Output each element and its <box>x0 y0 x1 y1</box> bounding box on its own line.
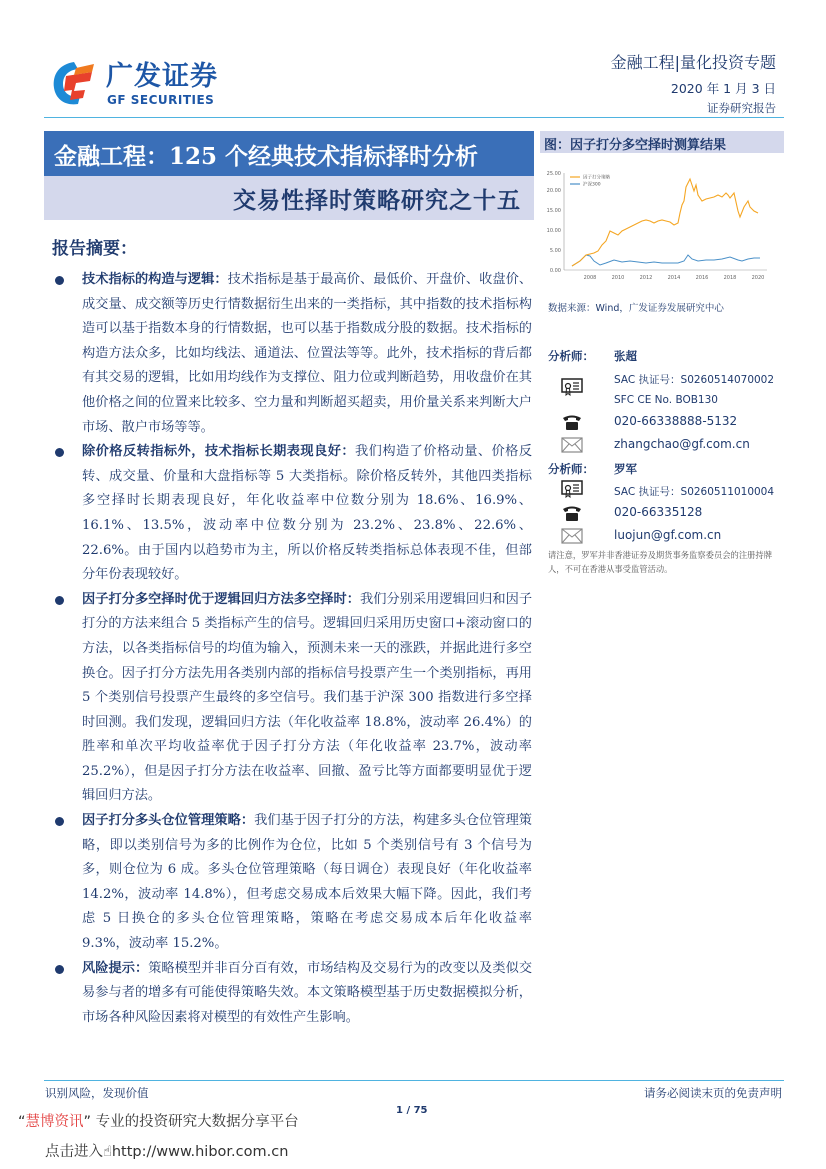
promo-tagline: 专业的投资研究大数据分享平台 <box>91 1114 299 1130</box>
bullet-text: 我们构造了价格动量、价格反转、成交量、价量和大盘指标等 5 大类指标。除价格反转外，其他四类指标多空择时长期表现良好，年化收益率中位数分别为 18.6%、16.9%、16.1%、13.5%，波动率中位数分别为 23.2%、23.8%、22.6%、22.6%。由于国内以趋势市为主，所以价格反转类指标总体表现不佳，但部分年份表现较好。 <box>82 444 533 583</box>
certificate-icon <box>561 378 583 396</box>
report-title: 金融工程：125 个经典技术指标择时分析 <box>54 143 479 170</box>
telephone-icon <box>561 504 583 522</box>
legend-strategy: 因子打分策略 <box>583 175 610 181</box>
svg-text:2020: 2020 <box>751 275 765 281</box>
analyst-phone: 020-66338888-5132 <box>614 414 738 428</box>
svg-text:2016: 2016 <box>695 275 709 281</box>
report-date: 2020 年 1 月 3 日 <box>670 81 776 96</box>
promo-url-link[interactable]: http://www.hibor.com.cn <box>111 1144 289 1160</box>
bullet-dot-icon <box>55 965 64 974</box>
footer-disclaimer: 请务必阅读末页的免责声明 <box>644 1086 782 1100</box>
summary-bullet <box>52 809 532 957</box>
summary-bullet <box>52 957 532 1031</box>
gf-securities-logo <box>52 60 222 108</box>
email-icon <box>561 527 583 545</box>
analyst-label: 分析师： <box>548 462 594 476</box>
bullet-lead: 风险提示： <box>82 960 149 976</box>
footer-divider <box>44 1080 784 1081</box>
svg-text:10.00: 10.00 <box>546 228 561 234</box>
header-divider <box>44 117 784 118</box>
svg-text:5.00: 5.00 <box>549 248 561 254</box>
email-icon <box>561 436 583 454</box>
summary-bullet <box>52 268 532 440</box>
bullet-dot-icon <box>55 817 64 826</box>
footer-slogan: 识别风险，发现价值 <box>45 1086 149 1100</box>
legend-hs300: 沪深300 <box>583 182 601 188</box>
svg-text:2012: 2012 <box>639 275 653 281</box>
certificate-icon <box>561 480 583 498</box>
bullet-text: 策略模型并非百分百有效，市场结构及交易行为的改变以及类似交易参与者的增多有可能使得策略失效。本文策略模型基于历史数据模拟分析，市场各种风险因素将对模型的有效性产生影响。 <box>82 960 533 1025</box>
bullet-dot-icon <box>55 596 64 605</box>
logo-chinese-name: 广发证券 <box>106 61 218 92</box>
promo-link-row <box>45 1140 288 1161</box>
gf-logo-icon <box>52 60 96 106</box>
promo-enter-label: 点击进入 <box>45 1144 103 1160</box>
summary-bullet <box>52 440 532 588</box>
bullet-lead: 技术指标的构造与逻辑： <box>82 272 228 287</box>
promo-brand: 慧博资讯 <box>25 1114 84 1130</box>
analyst-email[interactable]: luojun@gf.com.cn <box>614 528 722 542</box>
bullet-dot-icon <box>55 448 64 457</box>
analyst-phone: 020-66335128 <box>614 505 703 519</box>
regulatory-note: 请注意，罗军并非香港证券及期货事务监察委员会的注册持牌人，不可在香港从事受监管活动。 <box>548 550 773 574</box>
analyst-label: 分析师： <box>548 349 594 363</box>
quote-open: “ <box>18 1114 26 1130</box>
promo-banner <box>18 1110 299 1131</box>
hs300-series-line <box>572 255 760 266</box>
analyst-sac-number: SAC 执证号：S0260511010004 <box>614 486 775 498</box>
analyst-name: 张超 <box>614 349 637 363</box>
analyst-sfc-number: SFC CE No. BOB130 <box>614 394 718 406</box>
svg-text:0.00: 0.00 <box>549 268 561 274</box>
svg-text:2018: 2018 <box>723 275 737 281</box>
figure-title: 图：因子打分多空择时测算结果 <box>544 138 727 153</box>
bullet-dot-icon <box>55 276 64 285</box>
backtest-line-chart <box>542 165 772 285</box>
hand-pointer-icon: ☝ <box>103 1144 112 1160</box>
svg-text:2008: 2008 <box>583 275 597 281</box>
logo-english-name: GF SECURITIES <box>107 93 215 107</box>
summary-bullet <box>52 588 532 809</box>
quote-close: ” <box>83 1114 92 1130</box>
telephone-icon <box>561 413 583 431</box>
report-category: 金融工程|量化投资专题 <box>610 53 776 72</box>
bullet-lead: 因子打分多空择时优于逻辑回归方法多空择时： <box>82 591 360 607</box>
analyst-sac-number: SAC 执证号：S0260514070002 <box>614 374 775 386</box>
summary-bullets <box>52 268 532 1030</box>
bullet-lead: 除价格反转指标外，技术指标长期表现良好： <box>82 444 356 460</box>
y-axis-ticks <box>547 171 561 274</box>
svg-text:2010: 2010 <box>611 275 625 281</box>
figure-source: 数据来源：Wind，广发证券发展研究中心 <box>548 303 724 314</box>
summary-heading: 报告摘要： <box>52 239 137 259</box>
bullet-text: 我们基于因子打分的方法，构建多头仓位管理策略，即以类别信号为多的比例作为仓位，比如 5 个类别信号有 3 个信号为多，则仓位为 6 成。多头仓位管理策略（每日调仓）表现良好（年化收益率 14.2%，波动率 14.8%），但考虑交易成本后效果大幅下降。因此，我们考虑 5 日换仓的多头仓位管理策略，策略在考虑交易成本后年化收益率 9.3%，波动率 15.2%。 <box>82 813 532 952</box>
svg-text:25.00: 25.00 <box>546 171 561 177</box>
chart-legend <box>570 174 610 188</box>
svg-text:20.00: 20.00 <box>546 188 561 194</box>
page-number: 1 / 75 <box>396 1105 428 1116</box>
bullet-text: 技术指标是基于最高价、最低价、开盘价、收盘价、成交量、成交额等历史行情数据衍生出来的一类指标，其中指数的技术指标构造可以基于指数本身的行情数据，也可以基于指数成分股的数据。技术指标的构造方法众多，比如均线法、通道法、位置法等等。此外，技术指标的背后都有其交易的逻辑，比如用均线作为支撑位、阻力位或判断趋势，用收盘价在其他价格之间的位置来比较多、空力量和判断超买超卖，用价量关系来判断大户市场、散户市场等等。 <box>82 272 533 435</box>
svg-text:2014: 2014 <box>667 275 681 281</box>
svg-text:15.00: 15.00 <box>546 208 561 214</box>
factor-score-strategy-line <box>572 179 758 266</box>
report-type: 证券研究报告 <box>707 101 776 115</box>
chart-axes <box>564 173 767 270</box>
bullet-lead: 因子打分多头仓位管理策略： <box>82 813 255 829</box>
analyst-name: 罗军 <box>614 462 637 476</box>
analyst-email[interactable]: zhangchao@gf.com.cn <box>614 437 750 451</box>
report-subtitle: 交易性择时策略研究之十五 <box>233 187 521 214</box>
bullet-text: 我们分别采用逻辑回归和因子打分的方法来组合 5 类指标产生的信号。逻辑回归采用历史窗口+滚动窗口的方法，以各类指标信号的均值为输入，预测未来一天的涨跌，并据此进行多空换仓。因子打分方法先用各类别内部的指标信号投票产生一个类别指标，再用 5 个类别信号投票产生最终的多空信号。我们基于沪深 300 指数进行多空择时回测。我们发现，逻辑回归方法（年化收益率 18.8%，波动率 26.4%）的胜率和单次平均收益率优于因子打分方法（年化收益率 23.7%，波动率 25.2%），但是因子打分方法在收益率、回撤、盈亏比等方面都要明显优于逻辑回归方法。 <box>82 591 533 804</box>
x-axis-ticks <box>584 275 765 281</box>
